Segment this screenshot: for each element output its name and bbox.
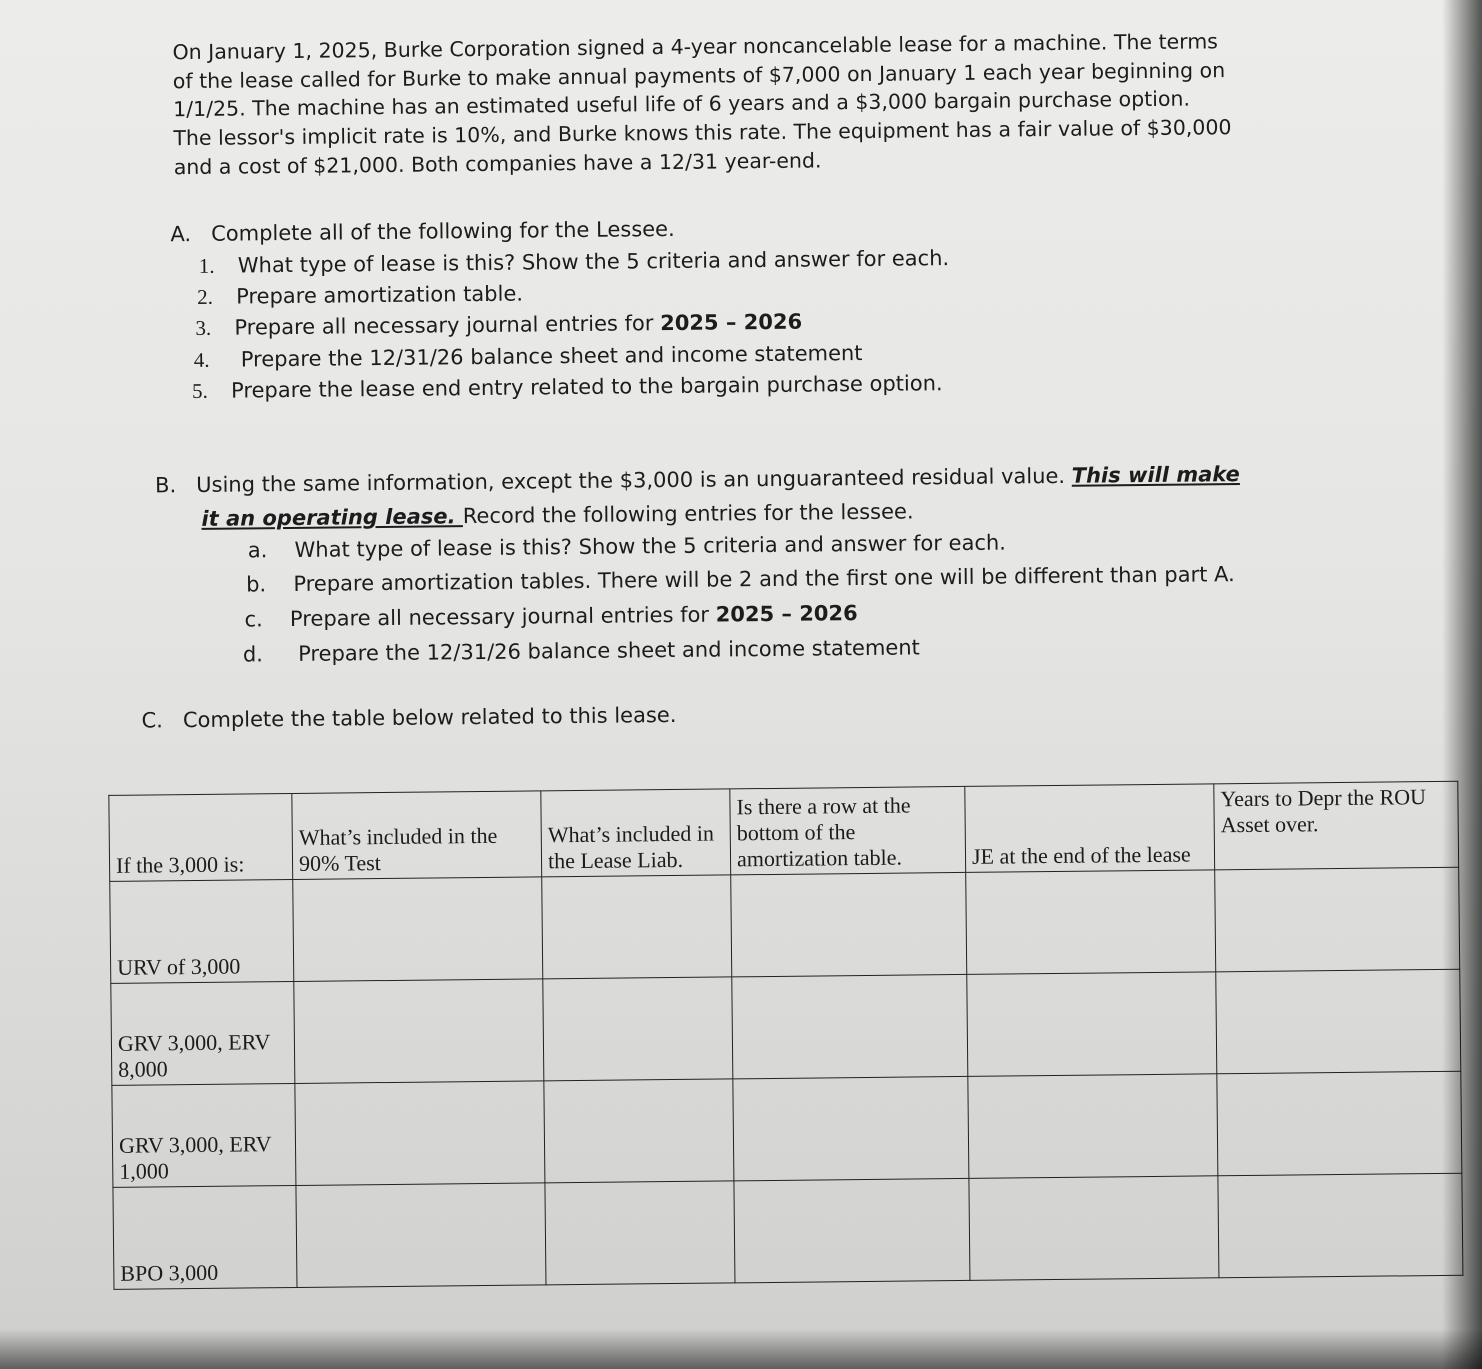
part-a-item [192, 371, 943, 404]
row-label: GRV 3,000, ERV 8,000 [111, 981, 295, 1085]
item-text: Prepare the 12/31/26 balance sheet and income statement [240, 340, 863, 372]
problem-intro [172, 27, 1263, 182]
part-b-item [243, 635, 920, 667]
column-header: JE at the end of the lease [965, 784, 1215, 873]
item-number: 5. [191, 378, 208, 404]
part-b-item [246, 562, 1235, 597]
item-number: 3. [195, 315, 212, 340]
column-header: What’s included in the Lease Liab. [541, 789, 731, 877]
column-header: If the 3,000 is: [109, 793, 293, 881]
answer-cell[interactable] [545, 1181, 735, 1285]
answer-cell[interactable] [544, 1079, 734, 1183]
answer-cell[interactable] [967, 972, 1217, 1077]
answer-cell[interactable] [1215, 867, 1460, 972]
answer-cell[interactable] [968, 1074, 1218, 1179]
part-b-text: Record the following entries for the lessee. [462, 499, 914, 529]
intro-line: On January 1, 2025, Burke Corporation signed a 4-year noncancelable lease for a machine. The terms [172, 29, 1219, 65]
item-text: What type of lease is this? Show the 5 criteria and answer for each. [237, 246, 950, 278]
part-b-heading [155, 462, 1240, 497]
part-b-text: Using the same information, except the $3,000 is an unguaranteed residual value. [196, 463, 1072, 497]
answer-cell[interactable] [734, 1178, 970, 1282]
table-row [113, 1173, 1463, 1289]
answer-cell[interactable] [1216, 969, 1461, 1074]
table-header-row [109, 781, 1459, 881]
part-a-heading [170, 217, 675, 246]
answer-cell[interactable] [733, 1076, 969, 1180]
part-c-text: Complete the table below related to this lease. [182, 702, 677, 733]
row-label: GRV 3,000, ERV 1,000 [112, 1083, 296, 1187]
intro-line: of the lease called for Burke to make annual payments of $7,000 on January 1 each year beginning on [172, 57, 1226, 93]
answer-cell[interactable] [543, 977, 733, 1081]
item-text: Prepare amortization tables. There will be 2 and the first one will be different than part A. [293, 562, 1235, 596]
item-bold-years: 2025 – 2026 [660, 309, 803, 336]
answer-cell[interactable] [542, 875, 732, 979]
item-text: Prepare the lease end entry related to the bargain purchase option. [230, 371, 943, 403]
column-header: Is there a row at the bottom of the amortization table. [730, 786, 966, 874]
part-a-item [195, 310, 802, 341]
part-b-item [248, 530, 1006, 563]
part-a-item [197, 282, 523, 310]
row-label: URV of 3,000 [110, 879, 294, 983]
item-letter: c. [244, 607, 263, 632]
item-bold-years: 2025 – 2026 [715, 601, 858, 627]
item-letter: a. [247, 538, 268, 563]
part-c-heading [141, 703, 676, 733]
part-a-text: Complete all of the following for the Lessee. [211, 216, 675, 246]
part-b-item [244, 601, 857, 632]
item-text: Prepare the 12/31/26 balance sheet and income statement [298, 635, 920, 666]
part-a-item [194, 341, 863, 373]
part-b-emphasis: This will make [1071, 462, 1240, 488]
item-text: What type of lease is this? Show the 5 criteria and answer for each. [294, 530, 1007, 562]
table-row [111, 969, 1461, 1085]
column-header: Years to Depr the ROU Asset over. [1214, 781, 1459, 870]
row-label: BPO 3,000 [113, 1185, 297, 1289]
part-b-heading-cont [201, 499, 913, 530]
intro-line: 1/1/25. The machine has an estimated useful life of 6 years and a $3,000 bargain purchase option. [173, 86, 1191, 122]
intro-line: and a cost of $21,000. Both companies have a 12/31 year-end. [173, 148, 822, 180]
part-b-emphasis: it an operating lease. [201, 504, 463, 531]
table-row [112, 1071, 1462, 1187]
answer-cell[interactable] [294, 979, 544, 1084]
column-header: What’s included in the 90% Test [292, 791, 542, 880]
item-number: 2. [196, 284, 213, 309]
part-c-label: C. [141, 708, 164, 733]
item-text: Prepare all necessary journal entries for [234, 311, 661, 340]
part-a-label: A. [170, 222, 192, 247]
item-letter: d. [242, 642, 264, 667]
answer-cell[interactable] [1218, 1173, 1463, 1278]
part-a-item [199, 246, 950, 279]
answer-cell[interactable] [731, 872, 967, 976]
answer-cell[interactable] [293, 877, 543, 982]
part-b-label: B. [154, 473, 177, 498]
item-text: Prepare amortization table. [235, 281, 524, 309]
item-number: 1. [198, 253, 215, 278]
item-letter: b. [246, 572, 267, 597]
photo-shadow-bottom [0, 1329, 1482, 1369]
item-number: 4. [193, 347, 210, 372]
photo-shadow-right [1442, 0, 1482, 1369]
answer-cell[interactable] [295, 1081, 545, 1186]
item-text: Prepare all necessary journal entries for [289, 602, 716, 631]
answer-cell[interactable] [969, 1176, 1219, 1281]
answer-cell[interactable] [966, 870, 1216, 975]
answer-cell[interactable] [1217, 1071, 1462, 1176]
table-row [110, 867, 1460, 983]
answer-cell[interactable] [732, 974, 968, 1078]
lease-comparison-table [108, 781, 1463, 1290]
intro-line: The lessor's implicit rate is 10%, and Burke knows this rate. The equipment has a fair value of $30,000 [173, 115, 1232, 151]
answer-cell[interactable] [296, 1183, 546, 1288]
